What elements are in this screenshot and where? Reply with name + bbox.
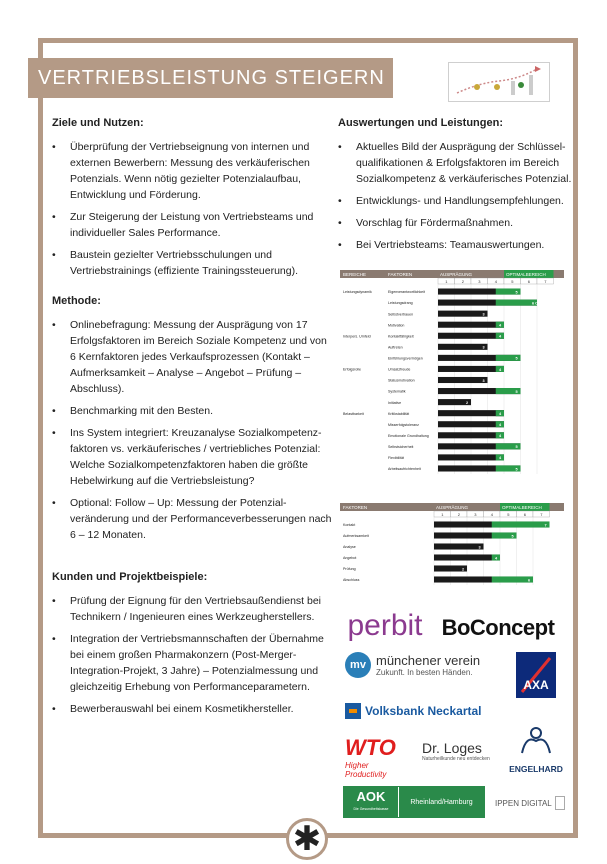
chart-faktor-label: Arbeitsaufrichtenheit xyxy=(388,467,421,472)
auswertungen-list xyxy=(338,139,573,253)
chart-faktor-label: Umsatzfreude xyxy=(388,367,411,372)
right-column xyxy=(338,115,573,259)
chart-bereich-label: Leistungsdynamik xyxy=(343,290,372,295)
chart-tick-label: 1 xyxy=(441,511,444,517)
chart-faktor-label: Angebot xyxy=(343,556,357,561)
logo-engelhard xyxy=(505,723,567,774)
chart-bar xyxy=(434,543,484,549)
chart-tick-label: 2 xyxy=(457,511,460,517)
chart-tick-label: 2 xyxy=(461,278,464,284)
ziele-section xyxy=(52,115,332,279)
list-item: • Benchmarking mit den Besten. xyxy=(52,403,332,419)
muenchener-tagline: Zukunft. In besten Händen. xyxy=(376,668,473,677)
chart-faktor-label: Motivation xyxy=(388,323,405,328)
list-item: • Zur Steigerung der Leistung von Vertriebsteams und individueller Sales Performance. xyxy=(52,209,332,241)
chart-data-label: 4 xyxy=(499,423,502,428)
chart-header-optimalbereich: OPTIMALBEREICH xyxy=(506,272,546,277)
chart-faktor-label: Analyse xyxy=(343,545,356,550)
chart-faktor-label: Auftreten xyxy=(388,345,403,350)
kunden-list xyxy=(52,593,332,717)
list-item: • Aktuelles Bild der Ausprägung der Schlüssel-qualifikationen & Erfolgsfaktoren im Bereich Sozialkompetenz & verkäuferisches Potenzial. xyxy=(338,139,573,187)
chart-data-label: 5 xyxy=(515,356,518,361)
logo-drloges xyxy=(422,740,502,762)
chart-tick-label: 5 xyxy=(507,511,510,517)
chart-data-label: 3 xyxy=(482,312,485,317)
list-item: • Prüfung der Eignung für den Vertriebsaußendienst bei Technikern / Ingenieuren eines Werkzeugherstellers. xyxy=(52,593,332,625)
chart-faktor-label: Eigenverantwortlichkeit xyxy=(388,290,425,295)
chart-bar-optimal-segment xyxy=(492,576,533,582)
chart-bar xyxy=(434,554,500,560)
chart-data-label: 6 OSE xyxy=(532,301,544,306)
methode-section xyxy=(52,293,332,543)
kunden-heading: Kunden und Projektbeispiele: xyxy=(52,571,208,583)
kunden-section xyxy=(52,569,332,717)
chart-faktor-label: Kritikstabilität xyxy=(388,411,410,416)
chart-faktor-label: Emotionale Grundhaltung xyxy=(388,433,429,438)
chart-data-label: 5 xyxy=(515,389,518,394)
chart-header-faktoren: FAKTOREN xyxy=(388,272,413,277)
chart-faktor-label: Kontaktfähigkeit xyxy=(388,334,414,339)
chart-header-auspraegung: AUSPRÄGUNG xyxy=(440,272,473,277)
logo-perbit: perbit xyxy=(347,609,423,642)
chart-bereich-label: Belastbarkeit xyxy=(343,411,364,416)
chart-bar xyxy=(438,454,504,460)
logo-volksbank xyxy=(345,701,495,721)
ippen-icon xyxy=(555,796,565,810)
chart-data-label: 4 xyxy=(499,323,502,328)
chart-tick-label: 5 xyxy=(511,278,514,284)
chart-tick-label: 7 xyxy=(540,511,543,517)
chart-faktor-label: Einfühlungsvermögen xyxy=(388,356,423,361)
ziele-heading: Ziele und Nutzen: xyxy=(52,117,144,129)
chart-bar xyxy=(438,432,504,438)
chart-data-label: 6 xyxy=(528,578,531,583)
chart-faktor-label: Misserfolgstoleranz xyxy=(388,422,419,427)
auswertungen-heading: Auswertungen und Leistungen: xyxy=(338,117,503,129)
methode-heading: Methode: xyxy=(52,295,101,307)
wto-tagline: Higher Productivity xyxy=(345,761,387,779)
ippen-name: IPPEN DIGITAL xyxy=(495,798,552,808)
chart-bar xyxy=(438,366,504,372)
list-item: • Onlinebefragung: Messung der Ausprägung von 17 Erfolgsfaktoren im Bereich Soziale Kompetenz und von 6 Kernfaktoren jedes Verkaufsprozessen (Kontakt – Aufmerksamkeit – Analyse – Angebot – Prüfung – Abschluss). xyxy=(52,317,332,397)
chart-faktor-label: Selbstsicherheit xyxy=(388,445,414,450)
chart-data-label: 5 xyxy=(515,467,518,472)
chart-verkaufsprozess xyxy=(340,503,564,585)
chart-bar xyxy=(438,421,504,427)
chart-bar xyxy=(438,344,488,350)
chart-tick-label: 6 xyxy=(523,511,526,517)
list-item: • Überprüfung der Vertriebseignung von internen und externen Bewerbern: Messung des verkäuferischen Potenzials. Wenn nötig gezielter Potenzialaufbau, Entwicklung und Förderung. xyxy=(52,139,332,203)
chart-verkaufsprozess-svg xyxy=(340,503,564,585)
page-title: VERTRIEBSLEISTUNG STEIGERN xyxy=(28,58,393,98)
list-item: • Optional: Follow – Up: Messung der Potenzial-veränderung und der Performanceverbesserungen nach 6 – 12 Monaten. xyxy=(52,495,332,543)
chart-tick-label: 6 xyxy=(527,278,530,284)
ziele-list xyxy=(52,139,332,279)
axa-label: AXA xyxy=(523,678,549,692)
chart-tick-label: 7 xyxy=(544,278,547,284)
chart-data-label: 3 xyxy=(478,545,481,550)
asterisk-icon: ✱ xyxy=(286,818,328,860)
chart-header-bereiche: BEREICHE xyxy=(343,272,367,277)
list-item: • Vorschlag für Fördermaßnahmen. xyxy=(338,215,573,231)
chart-faktor-label: Prüfung xyxy=(343,567,356,572)
chart-bar xyxy=(438,377,488,383)
logo-mv-badge: mv xyxy=(345,652,371,678)
chart-tick-label: 4 xyxy=(494,278,497,284)
angel-icon xyxy=(518,723,554,759)
left-column xyxy=(52,115,332,731)
chart-data-label: 4 xyxy=(499,412,502,417)
volksbank-name: Volksbank Neckartal xyxy=(365,704,482,718)
chart-bar xyxy=(438,311,488,317)
aok-region: Rheinland/Hamburg xyxy=(398,787,484,817)
chart-faktor-label: Abschluss xyxy=(343,578,360,583)
drloges-tagline: Naturheilkunde neu entdecken xyxy=(422,756,490,762)
drloges-name: Dr. Loges xyxy=(422,740,482,756)
chart-tick-label: 3 xyxy=(478,278,481,284)
chart-data-label: 2 xyxy=(466,400,469,405)
chart-faktor-label: Initiative xyxy=(388,400,402,405)
logo-boconcept: BoConcept xyxy=(441,615,555,640)
logo-ippen-digital xyxy=(495,790,570,816)
chart-sozialkompetenz xyxy=(340,270,564,474)
chart-header-optimalbereich: OPTIMALBEREICH xyxy=(502,505,542,510)
chart-data-label: 4 xyxy=(499,334,502,339)
chart-header-auspraegung: AUSPRÄGUNG xyxy=(436,505,469,510)
chart-header-faktoren: FAKTOREN xyxy=(343,505,368,510)
chart-faktor-label: Flexibilität xyxy=(388,456,404,461)
chart-bereich-label: Interpers. Umfeld xyxy=(343,334,371,339)
chart-bar xyxy=(438,410,504,416)
list-item: • Bei Vertriebsteams: Teamauswertungen. xyxy=(338,237,573,253)
wto-name: WTO xyxy=(345,735,396,760)
chart-faktor-label: Kontakt xyxy=(343,523,356,528)
chart-data-label: 3 xyxy=(482,378,485,383)
list-item: • Bewerberauswahl bei einem Kosmetikhersteller. xyxy=(52,701,332,717)
chart-data-label: 5 xyxy=(511,534,514,539)
logo-wto xyxy=(345,735,411,779)
aok-name: AOK xyxy=(356,789,386,804)
list-item: • Entwicklungs- und Handlungsempfehlungen. xyxy=(338,193,573,209)
chart-data-label: 5 xyxy=(515,290,518,295)
chart-data-label: 7 xyxy=(544,523,547,528)
chart-data-label: 4 xyxy=(495,556,498,561)
chart-sozialkompetenz-svg xyxy=(340,270,564,474)
chart-bereich-label: Erfolgsrolle xyxy=(343,367,361,372)
aok-badge xyxy=(344,787,398,817)
chart-data-label: 2 xyxy=(462,567,465,572)
engelhard-name: ENGELHARD xyxy=(509,764,563,774)
logo-muenchener-verein xyxy=(376,653,506,677)
chart-data-label: 5 xyxy=(515,445,518,450)
aok-tagline: Die Gesundheitskasse xyxy=(353,807,389,811)
chart-data-label: 3 xyxy=(482,345,485,350)
logo-aok xyxy=(343,786,485,818)
chart-data-label: 4 xyxy=(499,434,502,439)
chart-tick-label: 4 xyxy=(490,511,493,517)
methode-list xyxy=(52,317,332,543)
list-item: • Integration der Vertriebsmannschaften der Übernahme bei einem großen Pharmakonzern (Post-Merger-Integration-Projekt, 3 Jahre) – Potenzialmessung und gleichzeitig Erhebung von Performanceparametern. xyxy=(52,631,332,695)
chart-bar-optimal-segment xyxy=(496,300,537,306)
chart-bar-optimal-segment xyxy=(492,521,550,527)
chart-faktor-label: Leistungsdrang xyxy=(388,301,413,306)
chart-faktor-label: Selbstvertrauen xyxy=(388,312,414,317)
chart-data-label: 4 xyxy=(499,456,502,461)
list-item: • Ins System integriert: Kreuzanalyse Sozialkompetenz-faktoren vs. verkäuferisches / vertriebliches Potenzial: Welche Sozialkompetenzfaktoren haben die größte Hebelwirkung auf die Vertriebsleistung? xyxy=(52,425,332,489)
growth-chart-illustration xyxy=(448,62,550,102)
chart-tick-label: 3 xyxy=(474,511,477,517)
chart-faktor-label: Statusmotivation xyxy=(388,378,415,383)
chart-bar xyxy=(438,333,504,339)
chart-tick-label: 1 xyxy=(445,278,448,284)
chart-faktor-label: Systematik xyxy=(388,389,406,394)
chart-faktor-label: Aufmerksamkeit xyxy=(343,534,369,539)
volksbank-icon xyxy=(345,703,361,719)
muenchener-name: münchener verein xyxy=(376,653,481,668)
list-item: • Baustein gezielter Vertriebsschulungen und Vertriebstrainings (effiziente Trainingssteuerung). xyxy=(52,247,332,279)
chart-data-label: 4 xyxy=(499,367,502,372)
logo-axa xyxy=(516,652,556,698)
chart-bar xyxy=(438,322,504,328)
